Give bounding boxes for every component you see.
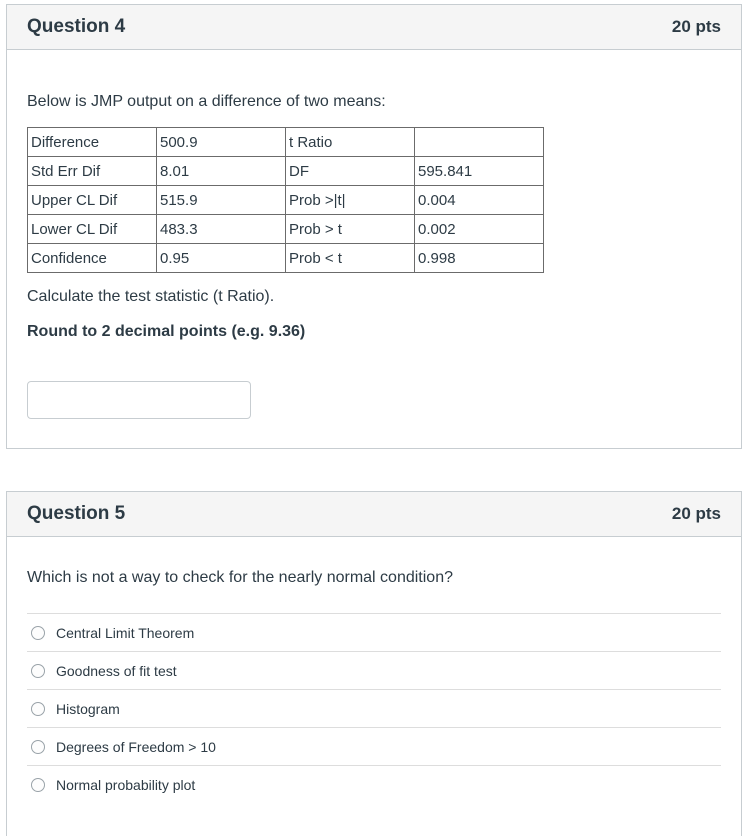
answer-option-label: Normal probability plot xyxy=(56,776,196,793)
radio-button[interactable] xyxy=(31,626,45,640)
table-cell: Std Err Dif xyxy=(28,157,157,186)
answer-option[interactable] xyxy=(27,689,721,727)
table-cell: 0.95 xyxy=(157,244,286,273)
answer-option[interactable] xyxy=(27,613,721,651)
table-cell: Lower CL Dif xyxy=(28,215,157,244)
question-5-card xyxy=(6,491,742,836)
answer-input[interactable] xyxy=(27,381,251,419)
answer-option-label: Goodness of fit test xyxy=(56,662,177,679)
question-4-header xyxy=(7,5,741,50)
question-5-title: Question 5 xyxy=(27,503,126,524)
table-cell: 0.998 xyxy=(415,244,544,273)
radio-button[interactable] xyxy=(31,702,45,716)
question-4-instruction: Calculate the test statistic (t Ratio). xyxy=(27,288,275,305)
table-cell: Prob < t xyxy=(286,244,415,273)
table-cell: t Ratio xyxy=(286,128,415,157)
table-cell: Prob > t xyxy=(286,215,415,244)
table-row xyxy=(28,157,544,186)
answer-option[interactable] xyxy=(27,651,721,689)
answer-option-label: Histogram xyxy=(56,700,120,717)
question-4-intro: Below is JMP output on a difference of two means: xyxy=(27,93,386,110)
answer-option[interactable] xyxy=(27,765,721,803)
question-4-title: Question 4 xyxy=(27,16,126,37)
table-cell: DF xyxy=(286,157,415,186)
table-cell: 500.9 xyxy=(157,128,286,157)
table-cell: 595.841 xyxy=(415,157,544,186)
table-cell: 483.3 xyxy=(157,215,286,244)
table-row xyxy=(28,244,544,273)
answer-option-label: Central Limit Theorem xyxy=(56,624,195,641)
table-cell: Confidence xyxy=(28,244,157,273)
radio-button[interactable] xyxy=(31,740,45,754)
table-cell xyxy=(415,128,544,157)
table-row xyxy=(28,215,544,244)
table-cell: Upper CL Dif xyxy=(28,186,157,215)
question-4-rounding-note: Round to 2 decimal points (e.g. 9.36) xyxy=(27,323,306,340)
table-cell: 0.002 xyxy=(415,215,544,244)
table-cell: 8.01 xyxy=(157,157,286,186)
radio-button[interactable] xyxy=(31,664,45,678)
table-cell: 0.004 xyxy=(415,186,544,215)
table-cell: 515.9 xyxy=(157,186,286,215)
question-4-card xyxy=(6,4,742,449)
question-5-points: 20 pts xyxy=(671,504,721,523)
table-row xyxy=(28,128,544,157)
jmp-output-table xyxy=(27,127,544,273)
question-4-points: 20 pts xyxy=(671,17,721,36)
answer-option[interactable] xyxy=(27,727,721,765)
question-5-header xyxy=(7,492,741,537)
table-cell: Difference xyxy=(28,128,157,157)
question-5-prompt: Which is not a way to check for the nearly normal condition? xyxy=(27,569,453,586)
table-row xyxy=(28,186,544,215)
answer-options xyxy=(27,613,721,803)
radio-button[interactable] xyxy=(31,778,45,792)
answer-option-label: Degrees of Freedom > 10 xyxy=(56,738,216,755)
table-cell: Prob >|t| xyxy=(286,186,415,215)
